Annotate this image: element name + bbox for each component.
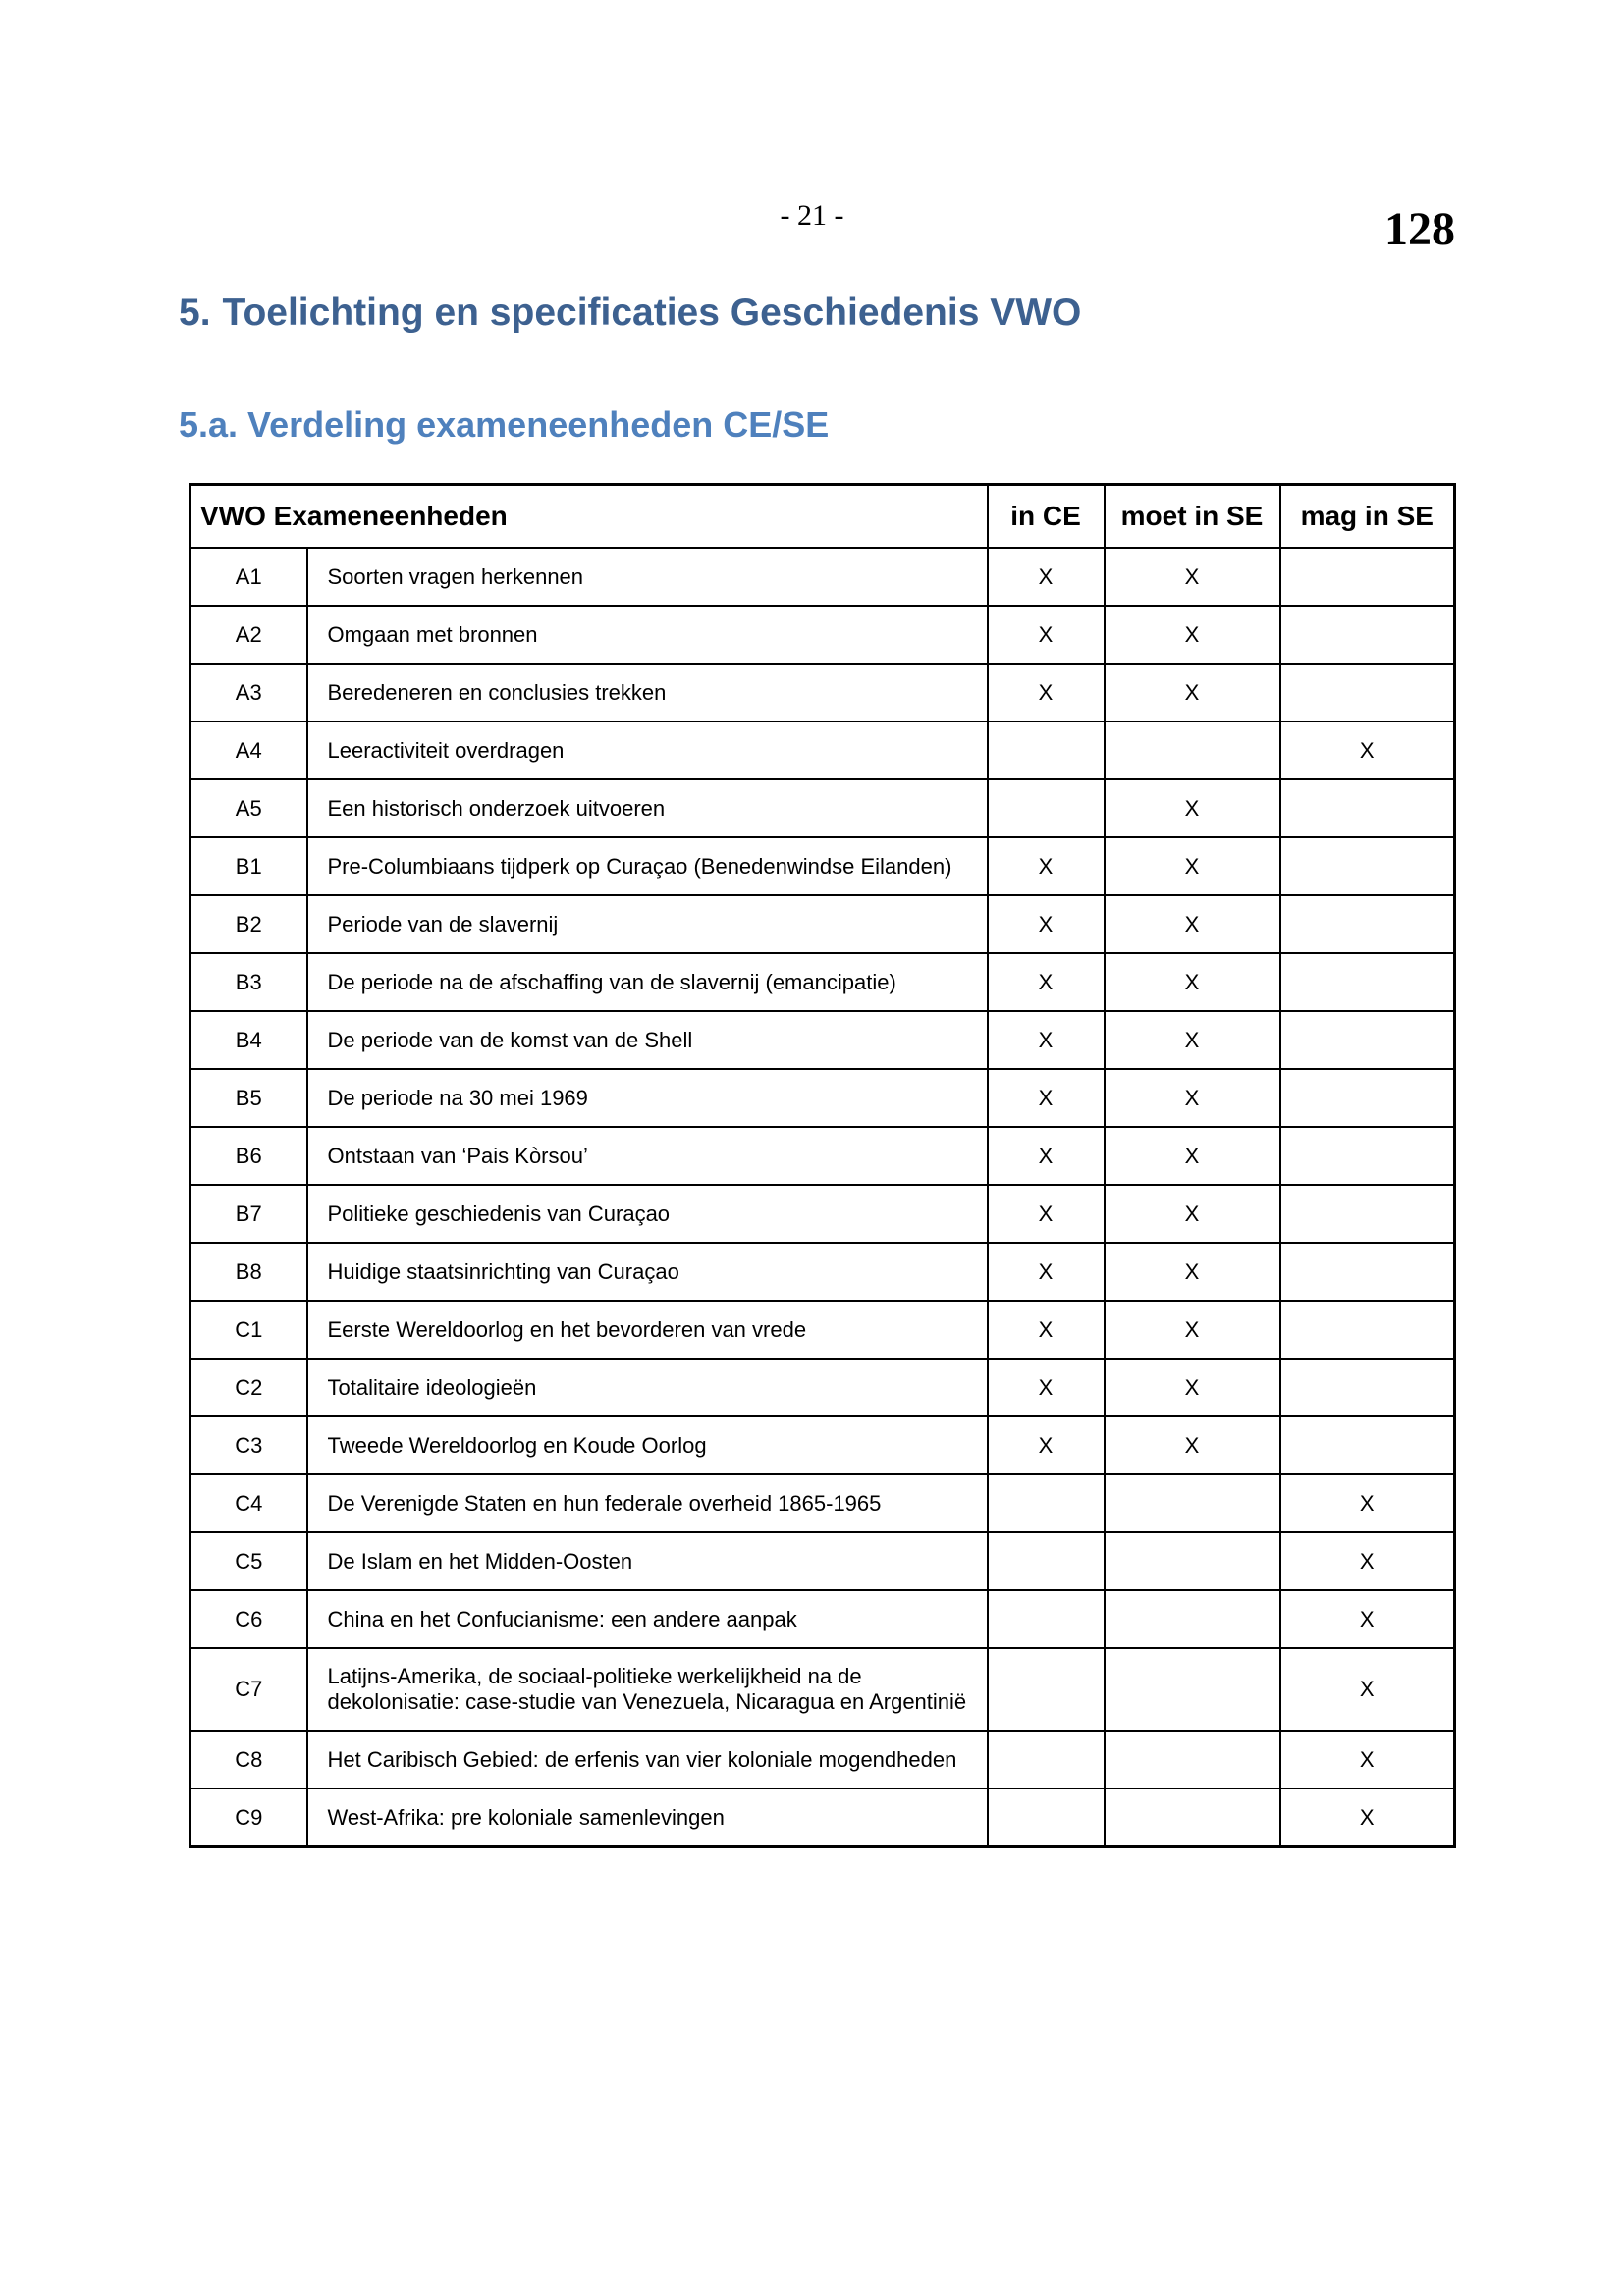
unit-code: C5 bbox=[190, 1532, 307, 1590]
unit-code: B3 bbox=[190, 953, 307, 1011]
mag-in-se-mark bbox=[1280, 1127, 1455, 1185]
moet-in-se-mark: X bbox=[1105, 895, 1280, 953]
in-ce-mark: X bbox=[988, 953, 1105, 1011]
mag-in-se-mark: X bbox=[1280, 1532, 1455, 1590]
moet-in-se-mark: X bbox=[1105, 1185, 1280, 1243]
table-row bbox=[190, 895, 1455, 953]
mag-in-se-mark bbox=[1280, 664, 1455, 721]
table-row bbox=[190, 1532, 1455, 1590]
unit-description: Totalitaire ideologieën bbox=[307, 1359, 988, 1416]
unit-description: Het Caribisch Gebied: de erfenis van vier koloniale mogendheden bbox=[307, 1731, 988, 1789]
unit-code: C1 bbox=[190, 1301, 307, 1359]
table-row bbox=[190, 1069, 1455, 1127]
unit-description: Periode van de slavernij bbox=[307, 895, 988, 953]
mag-in-se-mark bbox=[1280, 548, 1455, 606]
unit-description-line: Latijns-Amerika, de sociaal-politieke werkelijkheid na de bbox=[327, 1664, 862, 1688]
unit-code: C9 bbox=[190, 1789, 307, 1847]
in-ce-mark bbox=[988, 721, 1105, 779]
unit-code: B7 bbox=[190, 1185, 307, 1243]
moet-in-se-mark: X bbox=[1105, 1359, 1280, 1416]
section-number: 5. bbox=[179, 292, 211, 334]
mag-in-se-mark bbox=[1280, 779, 1455, 837]
in-ce-mark: X bbox=[988, 1011, 1105, 1069]
in-ce-mark: X bbox=[988, 1243, 1105, 1301]
mag-in-se-mark bbox=[1280, 1185, 1455, 1243]
moet-in-se-mark: X bbox=[1105, 1301, 1280, 1359]
unit-description: Huidige staatsinrichting van Curaçao bbox=[307, 1243, 988, 1301]
mag-in-se-mark: X bbox=[1280, 1789, 1455, 1847]
moet-in-se-mark bbox=[1105, 1648, 1280, 1731]
in-ce-mark bbox=[988, 1789, 1105, 1847]
table-row bbox=[190, 1243, 1455, 1301]
mag-in-se-mark: X bbox=[1280, 1731, 1455, 1789]
moet-in-se-mark: X bbox=[1105, 548, 1280, 606]
unit-code: A4 bbox=[190, 721, 307, 779]
header-moet-in-se: moet in SE bbox=[1105, 485, 1280, 549]
in-ce-mark: X bbox=[988, 1416, 1105, 1474]
moet-in-se-mark: X bbox=[1105, 953, 1280, 1011]
table-row bbox=[190, 837, 1455, 895]
unit-code: B5 bbox=[190, 1069, 307, 1127]
moet-in-se-mark: X bbox=[1105, 1416, 1280, 1474]
mag-in-se-mark bbox=[1280, 1243, 1455, 1301]
table-row bbox=[190, 1301, 1455, 1359]
unit-description: Een historisch onderzoek uitvoeren bbox=[307, 779, 988, 837]
mag-in-se-mark bbox=[1280, 1359, 1455, 1416]
moet-in-se-mark bbox=[1105, 721, 1280, 779]
unit-code: A3 bbox=[190, 664, 307, 721]
moet-in-se-mark: X bbox=[1105, 837, 1280, 895]
unit-description: Pre-Columbiaans tijdperk op Curaçao (Benedenwindse Eilanden) bbox=[307, 837, 988, 895]
unit-description bbox=[307, 1648, 988, 1731]
unit-description-line: dekolonisatie: case-studie van Venezuela, Nicaragua en Argentinië bbox=[327, 1689, 967, 1714]
page-number: - 21 - bbox=[780, 199, 844, 232]
mag-in-se-mark bbox=[1280, 1011, 1455, 1069]
unit-description: Tweede Wereldoorlog en Koude Oorlog bbox=[307, 1416, 988, 1474]
moet-in-se-mark: X bbox=[1105, 606, 1280, 664]
table-row bbox=[190, 1590, 1455, 1648]
mag-in-se-mark: X bbox=[1280, 721, 1455, 779]
table-row bbox=[190, 721, 1455, 779]
unit-description: Ontstaan van ‘Pais Kòrsou’ bbox=[307, 1127, 988, 1185]
mag-in-se-mark bbox=[1280, 953, 1455, 1011]
moet-in-se-mark: X bbox=[1105, 664, 1280, 721]
in-ce-mark: X bbox=[988, 1127, 1105, 1185]
unit-description: West-Afrika: pre koloniale samenlevingen bbox=[307, 1789, 988, 1847]
moet-in-se-mark bbox=[1105, 1789, 1280, 1847]
table-row bbox=[190, 1185, 1455, 1243]
table-row bbox=[190, 1416, 1455, 1474]
in-ce-mark bbox=[988, 1474, 1105, 1532]
table-row bbox=[190, 1127, 1455, 1185]
moet-in-se-mark bbox=[1105, 1532, 1280, 1590]
unit-description: China en het Confucianisme: een andere aanpak bbox=[307, 1590, 988, 1648]
document-number: 128 bbox=[1384, 203, 1455, 255]
table-row bbox=[190, 606, 1455, 664]
in-ce-mark bbox=[988, 1590, 1105, 1648]
table-row bbox=[190, 664, 1455, 721]
table-row bbox=[190, 1011, 1455, 1069]
mag-in-se-mark: X bbox=[1280, 1590, 1455, 1648]
unit-description: De periode na 30 mei 1969 bbox=[307, 1069, 988, 1127]
table-row bbox=[190, 1648, 1455, 1731]
moet-in-se-mark bbox=[1105, 1474, 1280, 1532]
unit-description: Omgaan met bronnen bbox=[307, 606, 988, 664]
in-ce-mark: X bbox=[988, 1301, 1105, 1359]
unit-description: De periode van de komst van de Shell bbox=[307, 1011, 988, 1069]
in-ce-mark: X bbox=[988, 1185, 1105, 1243]
table-row bbox=[190, 953, 1455, 1011]
in-ce-mark: X bbox=[988, 1359, 1105, 1416]
exam-units-table bbox=[189, 483, 1456, 1848]
unit-description: De Verenigde Staten en hun federale overheid 1865-1965 bbox=[307, 1474, 988, 1532]
in-ce-mark bbox=[988, 1731, 1105, 1789]
unit-code: C2 bbox=[190, 1359, 307, 1416]
in-ce-mark bbox=[988, 1648, 1105, 1731]
in-ce-mark: X bbox=[988, 837, 1105, 895]
unit-code: C7 bbox=[190, 1648, 307, 1731]
mag-in-se-mark bbox=[1280, 606, 1455, 664]
table-row bbox=[190, 779, 1455, 837]
subsection-heading: 5.a. Verdeling exameneenheden CE/SE bbox=[179, 404, 830, 445]
unit-code: B2 bbox=[190, 895, 307, 953]
moet-in-se-mark: X bbox=[1105, 1011, 1280, 1069]
table-row bbox=[190, 1731, 1455, 1789]
mag-in-se-mark: X bbox=[1280, 1474, 1455, 1532]
in-ce-mark: X bbox=[988, 664, 1105, 721]
unit-code: B1 bbox=[190, 837, 307, 895]
mag-in-se-mark: X bbox=[1280, 1648, 1455, 1731]
moet-in-se-mark bbox=[1105, 1590, 1280, 1648]
table-row bbox=[190, 1474, 1455, 1532]
unit-code: B8 bbox=[190, 1243, 307, 1301]
unit-description: Soorten vragen herkennen bbox=[307, 548, 988, 606]
unit-code: B4 bbox=[190, 1011, 307, 1069]
unit-code: C6 bbox=[190, 1590, 307, 1648]
table-row bbox=[190, 1789, 1455, 1847]
in-ce-mark: X bbox=[988, 548, 1105, 606]
unit-code: C3 bbox=[190, 1416, 307, 1474]
unit-code: A1 bbox=[190, 548, 307, 606]
unit-description: De periode na de afschaffing van de slavernij (emancipatie) bbox=[307, 953, 988, 1011]
header-mag-in-se: mag in SE bbox=[1280, 485, 1455, 549]
moet-in-se-mark: X bbox=[1105, 1069, 1280, 1127]
moet-in-se-mark: X bbox=[1105, 779, 1280, 837]
mag-in-se-mark bbox=[1280, 1301, 1455, 1359]
mag-in-se-mark bbox=[1280, 1416, 1455, 1474]
mag-in-se-mark bbox=[1280, 1069, 1455, 1127]
unit-description: De Islam en het Midden-Oosten bbox=[307, 1532, 988, 1590]
unit-code: A2 bbox=[190, 606, 307, 664]
unit-code: A5 bbox=[190, 779, 307, 837]
section-title: Toelichting en specificaties Geschiedenis VWO bbox=[222, 292, 1082, 334]
section-heading bbox=[179, 290, 1081, 337]
moet-in-se-mark: X bbox=[1105, 1243, 1280, 1301]
header-in-ce: in CE bbox=[988, 485, 1105, 549]
moet-in-se-mark bbox=[1105, 1731, 1280, 1789]
in-ce-mark bbox=[988, 779, 1105, 837]
table-row bbox=[190, 548, 1455, 606]
moet-in-se-mark: X bbox=[1105, 1127, 1280, 1185]
table-row bbox=[190, 1359, 1455, 1416]
unit-code: C8 bbox=[190, 1731, 307, 1789]
mag-in-se-mark bbox=[1280, 837, 1455, 895]
in-ce-mark bbox=[988, 1532, 1105, 1590]
unit-description: Beredeneren en conclusies trekken bbox=[307, 664, 988, 721]
in-ce-mark: X bbox=[988, 1069, 1105, 1127]
header-exam-units: VWO Exameneenheden bbox=[190, 485, 988, 549]
unit-code: B6 bbox=[190, 1127, 307, 1185]
unit-description: Eerste Wereldoorlog en het bevorderen van vrede bbox=[307, 1301, 988, 1359]
mag-in-se-mark bbox=[1280, 895, 1455, 953]
in-ce-mark: X bbox=[988, 606, 1105, 664]
unit-description: Leeractiviteit overdragen bbox=[307, 721, 988, 779]
in-ce-mark: X bbox=[988, 895, 1105, 953]
table-header-row bbox=[190, 485, 1455, 549]
unit-code: C4 bbox=[190, 1474, 307, 1532]
unit-description: Politieke geschiedenis van Curaçao bbox=[307, 1185, 988, 1243]
